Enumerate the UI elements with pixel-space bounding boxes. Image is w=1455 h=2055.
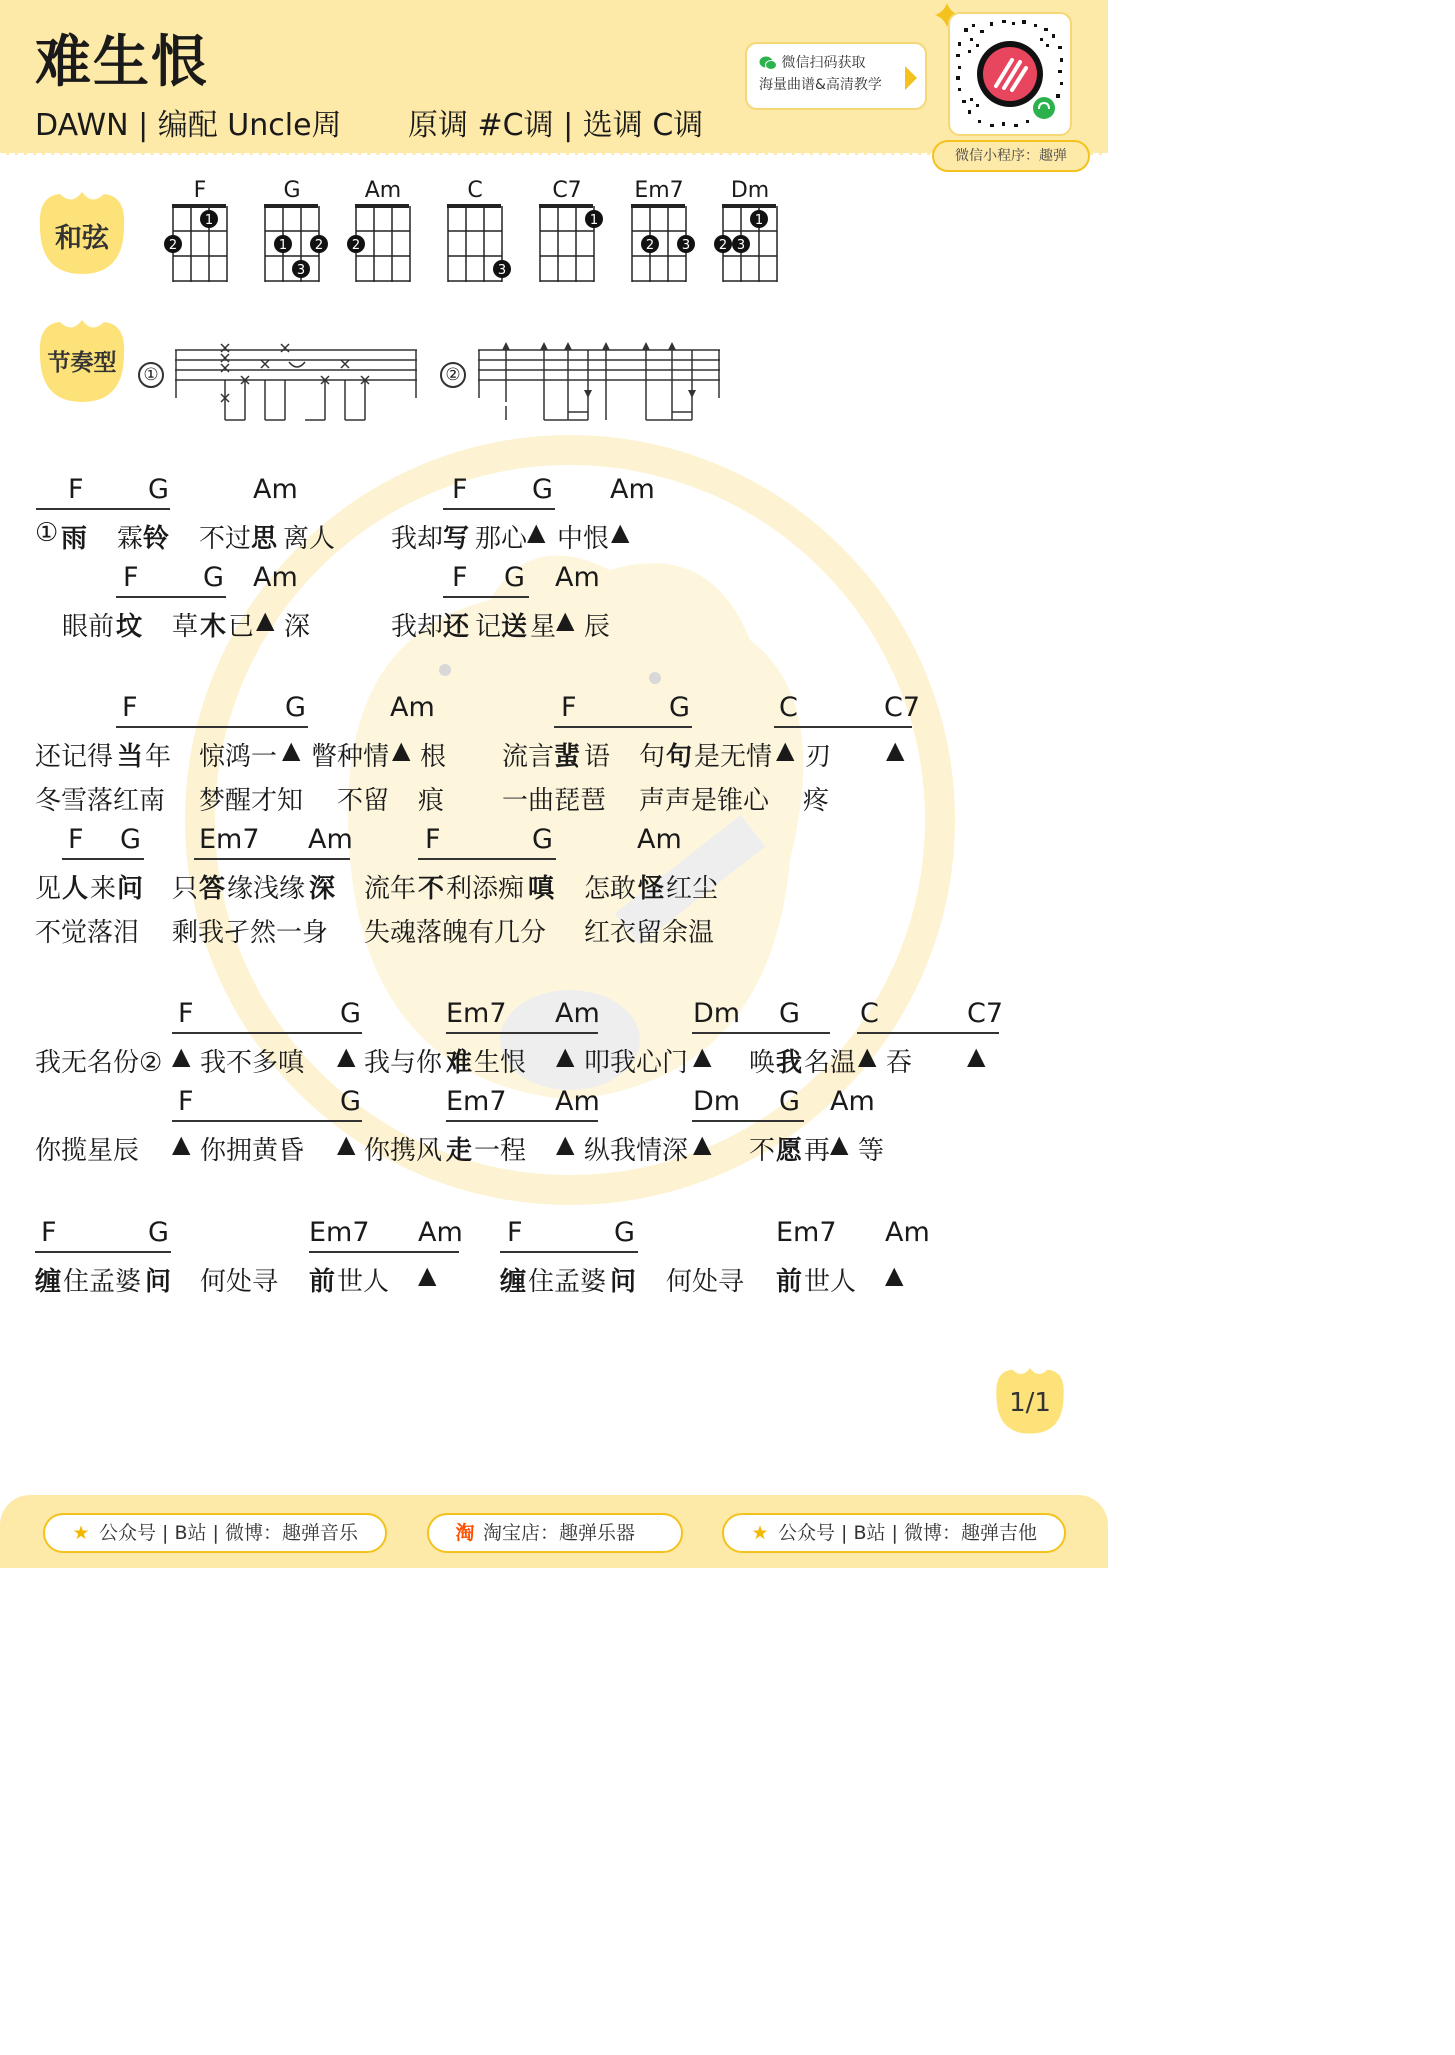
chord-underline — [554, 726, 692, 728]
lyric-text: 再 — [804, 1136, 831, 1166]
chord-name: Dm — [730, 178, 770, 203]
lyric-text: 我与你 — [364, 1048, 443, 1078]
lyric-text: 名温 — [804, 1048, 857, 1078]
lyric-line — [0, 1042, 1108, 1082]
lyric-text: 惊鸿一 — [199, 742, 278, 772]
qr-code[interactable] — [948, 12, 1072, 136]
strum-marker-icon: ▲ — [967, 1042, 986, 1070]
lyric-text: 不觉落泪 — [35, 918, 140, 948]
chord-symbol: G — [614, 1217, 635, 1248]
chord-symbol: Em7 — [446, 998, 507, 1029]
lyric-line — [0, 736, 1108, 776]
lyric-text: 草 — [172, 612, 199, 642]
strum-marker-icon: ▲ — [172, 1130, 191, 1158]
chord-underline — [116, 596, 226, 598]
star-icon: ★ — [751, 1522, 769, 1544]
lyric-line — [0, 868, 1108, 908]
promo-box[interactable] — [745, 42, 927, 110]
strum-marker-icon: ▲ — [611, 518, 630, 546]
chord-symbol: Em7 — [446, 1086, 507, 1117]
song-title: 难生恨 — [35, 30, 209, 95]
svg-text:2: 2 — [314, 238, 324, 253]
chord-underline — [35, 1251, 171, 1253]
lyric-text: 问 — [117, 874, 144, 904]
lyric-text: 生恨 — [474, 1048, 527, 1078]
lyric-text: 还记得 — [35, 742, 114, 772]
lyric-text: 人 — [62, 874, 89, 904]
svg-text:3: 3 — [497, 263, 507, 278]
chord-grid — [170, 202, 234, 284]
lyric-text: 红尘 — [666, 874, 719, 904]
rhythm-pattern-1 — [175, 340, 420, 426]
lyric-text: 我却 — [391, 612, 444, 642]
chord-symbol: F — [452, 562, 468, 593]
strum-marker-icon: ▲ — [776, 736, 795, 764]
chord-grid — [537, 202, 601, 284]
lyric-text: 中恨 — [557, 524, 610, 554]
chord-underline — [446, 1120, 598, 1122]
lyric-line — [0, 1130, 1108, 1170]
chord-name: Am — [364, 178, 402, 203]
lyric-text: 雨 — [61, 524, 88, 554]
strum-marker-icon: ▲ — [337, 1130, 356, 1158]
chord-underline — [692, 1120, 804, 1122]
lyric-text: 辰 — [584, 612, 611, 642]
lyric-text: 冬雪落红南 — [35, 786, 166, 816]
footer-social-music[interactable] — [43, 1513, 387, 1553]
lyric-text: 叩我心门 — [584, 1048, 689, 1078]
chord-symbol: G — [779, 998, 800, 1029]
lyric-text: 记 — [475, 612, 502, 642]
chord-underline — [446, 1032, 598, 1034]
chord-symbol: Em7 — [776, 1217, 837, 1248]
strum-marker-icon: ▲ — [172, 1042, 191, 1070]
page-number-badge — [990, 1360, 1070, 1440]
chord-underline — [857, 1032, 999, 1034]
chord-line — [0, 692, 1108, 732]
strum-marker-icon: ▲ — [392, 736, 411, 764]
chord-symbol: G — [148, 474, 169, 505]
chord-underline — [194, 858, 350, 860]
strum-marker-icon: ▲ — [256, 606, 275, 634]
svg-text:2: 2 — [718, 238, 728, 253]
chord-name: C — [467, 178, 483, 203]
chord-underline — [500, 1251, 638, 1253]
lyric-text: 剩我孑然一身 — [172, 918, 329, 948]
chord-diagram-dm — [720, 178, 790, 288]
lyric-text: 红衣留余温 — [584, 918, 715, 948]
lyric-text: 唤 — [749, 1048, 776, 1078]
lyric-text: 坟 — [116, 612, 143, 642]
strum-marker-icon: ▲ — [527, 518, 546, 546]
chord-symbol: F — [41, 1217, 57, 1248]
lyric-text: 不留 — [337, 786, 390, 816]
lyric-text: 住孟婆 — [63, 1267, 142, 1297]
rhythm-number-1: ① — [138, 362, 164, 388]
lyric-text: 声声是锥心 — [639, 786, 770, 816]
lyric-text: 那心 — [475, 524, 528, 554]
lyric-text: 不过 — [199, 524, 252, 554]
lyric-text: 年 — [145, 742, 172, 772]
chord-symbol: G — [504, 562, 525, 593]
svg-text:3: 3 — [296, 263, 306, 278]
chord-grid — [720, 202, 784, 284]
chord-grid — [445, 202, 509, 284]
lyric-text: 缘浅缘 — [227, 874, 306, 904]
chord-symbol: Am — [555, 1086, 600, 1117]
chord-underline — [116, 726, 308, 728]
lyric-text: 何处寻 — [200, 1267, 279, 1297]
wechat-icon — [759, 56, 777, 70]
chord-diagram-em7 — [629, 178, 699, 288]
chord-symbol: Am — [418, 1217, 463, 1248]
lyric-text: 问 — [145, 1267, 172, 1297]
promo-line-2: 海量曲谱&高清教学 — [759, 77, 882, 93]
chord-underline — [36, 508, 170, 510]
chord-diagram-am — [353, 178, 423, 288]
chord-symbol: Em7 — [199, 824, 260, 855]
footer-right-text: 公众号 | B站 | 微博：趣弹吉他 — [778, 1522, 1037, 1544]
chord-line — [0, 998, 1108, 1038]
lyric-text: 眼前 — [62, 612, 115, 642]
qr-code-image — [950, 14, 1070, 134]
svg-text:1: 1 — [754, 213, 764, 228]
svg-text:1: 1 — [278, 238, 288, 253]
chord-line — [0, 562, 1108, 602]
lyric-text: 一曲琵琶 — [502, 786, 607, 816]
lyric-text: 霖 — [117, 524, 144, 554]
chord-symbol: F — [122, 692, 138, 723]
footer-social-guitar[interactable] — [722, 1513, 1066, 1553]
artist-arranger: DAWN | 编配 Uncle周 — [35, 108, 342, 143]
lyric-text: 利添痴 — [446, 874, 525, 904]
chord-grid — [353, 202, 417, 284]
svg-text:2: 2 — [351, 238, 361, 253]
lyric-text: 缠 — [500, 1267, 527, 1297]
chord-diagram-c — [445, 178, 515, 288]
chord-symbol: F — [68, 824, 84, 855]
lyric-text: 流言 — [502, 742, 555, 772]
chord-symbol: Am — [555, 562, 600, 593]
chord-symbol: C7 — [967, 998, 1004, 1029]
chord-underline — [443, 508, 555, 510]
chord-underline — [443, 596, 529, 598]
chords-section-badge — [32, 186, 132, 278]
chord-symbol: G — [532, 474, 553, 505]
lyric-text: 我无名份② — [35, 1048, 163, 1078]
chord-symbol: Am — [390, 692, 435, 723]
chord-symbol: G — [669, 692, 690, 723]
chord-symbol: G — [779, 1086, 800, 1117]
chord-symbol: Am — [610, 474, 655, 505]
chord-underline — [172, 1120, 362, 1122]
chord-symbol: G — [203, 562, 224, 593]
chord-symbol: C — [860, 998, 879, 1029]
lyric-text: 梦醒才知 — [199, 786, 304, 816]
chord-symbol: F — [507, 1217, 523, 1248]
svg-text:3: 3 — [736, 238, 746, 253]
lyric-text: 答 — [199, 874, 226, 904]
chord-symbol: Em7 — [309, 1217, 370, 1248]
mini-program-label[interactable]: 微信小程序：趣弹 — [932, 140, 1090, 172]
chord-diagram-g — [262, 178, 332, 288]
strum-marker-icon: ▲ — [337, 1042, 356, 1070]
chord-symbol: F — [178, 1086, 194, 1117]
lyric-text: 嗔 — [528, 874, 555, 904]
chord-line — [0, 824, 1108, 864]
chord-grid — [262, 202, 326, 284]
rhythm-number-2: ② — [440, 362, 466, 388]
page-number: 1/1 — [1009, 1388, 1051, 1418]
chord-line — [0, 474, 1108, 514]
chords-section-label: 和弦 — [55, 223, 109, 254]
lyric-text: 我却 — [391, 524, 444, 554]
chord-symbol: Dm — [693, 1086, 741, 1117]
lyric-text: 深 — [309, 874, 336, 904]
lyric-text: 铃 — [143, 524, 170, 554]
chord-symbol: Am — [830, 1086, 875, 1117]
lyric-text: 深 — [284, 612, 311, 642]
chord-name: F — [193, 178, 207, 203]
taobao-icon: 淘 — [455, 1522, 475, 1544]
svg-text:3: 3 — [681, 238, 691, 253]
lyric-text: 问 — [610, 1267, 637, 1297]
svg-text:2: 2 — [168, 238, 178, 253]
lyric-text: 世人 — [804, 1267, 857, 1297]
lyric-text: 痕 — [418, 786, 445, 816]
chord-underline — [692, 1032, 830, 1034]
chord-symbol: F — [123, 562, 139, 593]
lyric-text: 难 — [446, 1048, 473, 1078]
key-info: 原调 #C调 | 选调 C调 — [408, 108, 704, 143]
footer-taobao-shop[interactable] — [427, 1513, 683, 1553]
lyric-text: 离人 — [283, 524, 336, 554]
star-icon: ★ — [72, 1522, 90, 1544]
lyric-text: 语 — [584, 742, 611, 772]
lyric-text: 我不多嗔 — [200, 1048, 305, 1078]
lyric-text: 句 — [639, 742, 666, 772]
lyric-text: 瞥种情 — [311, 742, 390, 772]
lyric-text: 不 — [418, 874, 445, 904]
chord-symbol: F — [178, 998, 194, 1029]
lyric-text: 还 — [443, 612, 470, 642]
lyric-text: 住孟婆 — [528, 1267, 607, 1297]
lyric-line — [0, 518, 1108, 558]
chord-line — [0, 1217, 1108, 1257]
lyric-line — [0, 1261, 1108, 1301]
lyric-line — [0, 912, 1108, 952]
chord-symbol: Am — [253, 562, 298, 593]
lyric-text: 缠 — [35, 1267, 62, 1297]
lyric-text: 流年 — [364, 874, 417, 904]
lyric-text: 当 — [117, 742, 144, 772]
rhythm-section-label: 节奏型 — [47, 350, 117, 376]
chord-grid — [629, 202, 693, 284]
chord-symbol: G — [148, 1217, 169, 1248]
lyric-text: 刃 — [805, 742, 832, 772]
lyric-text: 我 — [776, 1048, 803, 1078]
lyric-text: 来 — [90, 874, 117, 904]
lyric-text: 只 — [172, 874, 199, 904]
svg-text:1: 1 — [589, 213, 599, 228]
chord-diagram-c7 — [537, 178, 607, 288]
chord-symbol: C7 — [884, 692, 921, 723]
strum-marker-icon: ▲ — [693, 1130, 712, 1158]
chord-symbol: Am — [637, 824, 682, 855]
chord-symbol: Am — [308, 824, 353, 855]
strum-marker-icon: ▲ — [885, 1261, 904, 1289]
lyric-text: 等 — [858, 1136, 885, 1166]
lyric-text: 星 — [530, 612, 557, 642]
lyric-text: 蜚 — [554, 742, 581, 772]
chord-name: Em7 — [634, 178, 684, 203]
lyric-text: 木 — [200, 612, 227, 642]
strum-marker-icon: ▲ — [858, 1042, 877, 1070]
lyric-text: 已 — [228, 612, 255, 642]
lyric-text: 根 — [420, 742, 447, 772]
lyric-text: 写 — [443, 524, 470, 554]
chord-symbol: F — [452, 474, 468, 505]
lyric-text: 愿 — [776, 1136, 803, 1166]
chord-diagram-f — [170, 178, 240, 288]
lyric-text: 怪 — [638, 874, 665, 904]
chord-symbol: F — [561, 692, 577, 723]
lyric-text: 句 — [666, 742, 693, 772]
strum-marker-icon: ▲ — [556, 1042, 575, 1070]
lyric-text: 怎敢 — [584, 874, 637, 904]
strum-marker-icon: ▲ — [282, 736, 301, 764]
lyric-text: 纵我情深 — [584, 1136, 689, 1166]
lyric-text: 前 — [309, 1267, 336, 1297]
chord-symbol: G — [340, 1086, 361, 1117]
chord-underline — [774, 726, 912, 728]
strum-marker-icon: ▲ — [886, 736, 905, 764]
lyric-text: 走 — [446, 1136, 473, 1166]
lyric-text: 吞 — [886, 1048, 913, 1078]
chord-underline — [172, 1032, 362, 1034]
lyric-text: 你拥黄昏 — [200, 1136, 305, 1166]
chord-symbol: Am — [885, 1217, 930, 1248]
lyric-text: 你携风 — [364, 1136, 443, 1166]
strum-marker-icon: ▲ — [830, 1130, 849, 1158]
chord-symbol: Am — [253, 474, 298, 505]
lyric-text: 送 — [501, 612, 528, 642]
chord-symbol: Dm — [693, 998, 741, 1029]
arrow-right-icon — [905, 66, 917, 90]
chord-symbol: C — [779, 692, 798, 723]
lyric-text: 思 — [251, 524, 278, 554]
lyric-text: 见 — [35, 874, 62, 904]
chord-underline — [418, 858, 556, 860]
svg-text:1: 1 — [204, 213, 214, 228]
lyric-line — [0, 780, 1108, 820]
lyric-text: ① — [35, 518, 59, 548]
lyric-text: 世人 — [337, 1267, 390, 1297]
lyric-text: 失魂落魄有几分 — [364, 918, 547, 948]
chord-symbol: F — [425, 824, 441, 855]
rhythm-section-badge — [32, 314, 132, 406]
promo-line-1: 微信扫码获取 — [781, 55, 866, 71]
strum-marker-icon: ▲ — [418, 1261, 437, 1289]
chord-underline — [62, 858, 144, 860]
chord-symbol: G — [120, 824, 141, 855]
lyric-text: 你揽星辰 — [35, 1136, 140, 1166]
lyric-text: 不 — [749, 1136, 776, 1166]
lyric-text: 是无情 — [694, 742, 773, 772]
rhythm-pattern-2 — [478, 340, 723, 426]
chord-symbol: G — [532, 824, 553, 855]
lyric-line — [0, 606, 1108, 646]
strum-marker-icon: ▲ — [556, 606, 575, 634]
lyric-text: 何处寻 — [666, 1267, 745, 1297]
chord-symbol: G — [285, 692, 306, 723]
lyric-text: 前 — [776, 1267, 803, 1297]
chord-name: C7 — [552, 178, 582, 203]
chord-name: G — [283, 178, 301, 203]
svg-text:2: 2 — [645, 238, 655, 253]
chord-symbol: F — [68, 474, 84, 505]
lyric-text: 疼 — [803, 786, 830, 816]
strum-marker-icon: ▲ — [693, 1042, 712, 1070]
chord-symbol: G — [340, 998, 361, 1029]
chord-line — [0, 1086, 1108, 1126]
lyric-text: 一程 — [474, 1136, 527, 1166]
chord-underline — [309, 1251, 459, 1253]
footer-middle-text: 淘宝店：趣弹乐器 — [483, 1522, 636, 1544]
footer-left-text: 公众号 | B站 | 微博：趣弹音乐 — [99, 1522, 358, 1544]
strum-marker-icon: ▲ — [556, 1130, 575, 1158]
chord-symbol: Am — [555, 998, 600, 1029]
